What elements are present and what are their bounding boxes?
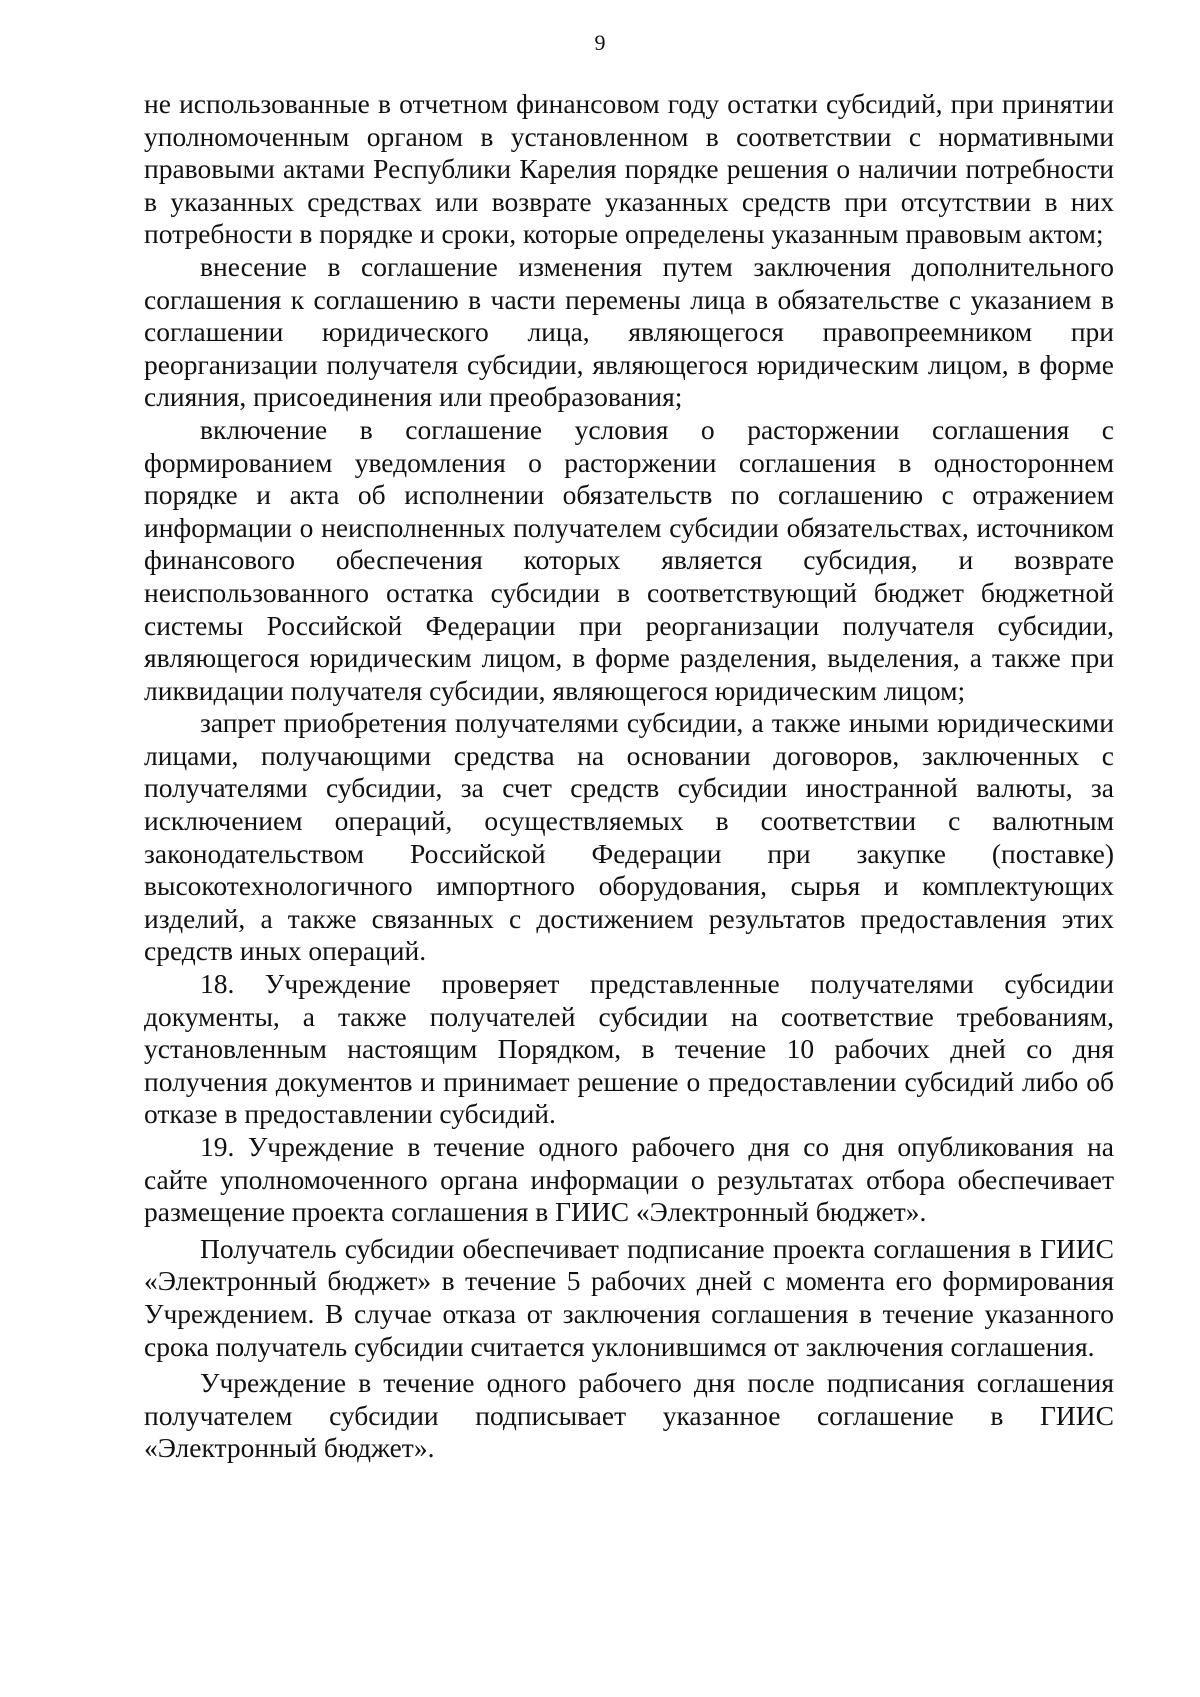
paragraph-currency-prohibition: запрет приобретения получателями субсидии, а также иными юридическими лицами, получающими средства на основании договоров, заключенных с получателями субсидии, за счет средств субсидии иностранной валюты, за исключением операций, осуществляемых в соответствии с валютным законодательством Российской Федерации при закупке (поставке) высокотехнологичного импортного оборудования, сырья и комплектующих изделий, а также связанных с достижением результатов предоставления этих средств иных операций. — [144, 707, 1114, 967]
paragraph-unused-balances: не использованные в отчетном финансовом году остатки субсидий, при принятии уполномоченным органом в установленном в соответствии с нормативными правовыми актами Республики Карелия порядке решения о наличии потребности в указанных средствах или возврате указанных средств при отсутствии в них потребности в порядке и сроки, которые определены указанным правовым актом; — [144, 88, 1114, 250]
page-number: 9 — [594, 30, 606, 55]
paragraph-item-19: 19. Учреждение в течение одного рабочего дня со дня опубликования на сайте уполномоченного органа информации о результатах отбора обеспечивает размещение проекта соглашения в ГИИС «Электронный бюджет». — [144, 1131, 1114, 1228]
paragraph-amendment-clause: внесение в соглашение изменения путем заключения дополнительного соглашения к соглашению в части перемены лица в обязательстве с указанием в соглашении юридического лица, являющегося правопреемником при реорганизации получателя субсидии, являющегося юридическим лицом, в форме слияния, присоединения или преобразования; — [144, 250, 1114, 413]
paragraph-institution-signing: Учреждение в течение одного рабочего дня после подписания соглашения получателем субсидии подписывает указанное соглашение в ГИИС «Электронный бюджет». — [144, 1367, 1114, 1464]
document-body — [144, 88, 1114, 1465]
paragraph-termination-clause: включение в соглашение условия о расторжении соглашения с формированием уведомления о расторжении соглашения в одностороннем порядке и акта об исполнении обязательств по соглашению с отражением информации о неисполненных получателем субсидии обязательствах, источником финансового обеспечения которых является субсидия, и возврате неиспользованного остатка субсидии в соответствующий бюджет бюджетной системы Российской Федерации при реорганизации получателя субсидии, являющегося юридическим лицом, в форме разделения, выделения, а также при ликвидации получателя субсидии, являющегося юридическим лицом; — [144, 413, 1114, 706]
paragraph-item-18: 18. Учреждение проверяет представленные получателями субсидии документы, а также получателей субсидии на соответствие требованиям, установленным настоящим Порядком, в течение 10 рабочих дней со дня получения документов и принимает решение о предоставлении субсидий либо об отказе в предоставлении субсидий. — [144, 968, 1114, 1130]
paragraph-recipient-signing: Получатель субсидии обеспечивает подписание проекта соглашения в ГИИС «Электронный бюджет» в течение 5 рабочих дней с момента его формирования Учреждением. В случае отказа от заключения соглашения в течение указанного срока получатель субсидии считается уклонившимся от заключения соглашения. — [144, 1232, 1114, 1362]
